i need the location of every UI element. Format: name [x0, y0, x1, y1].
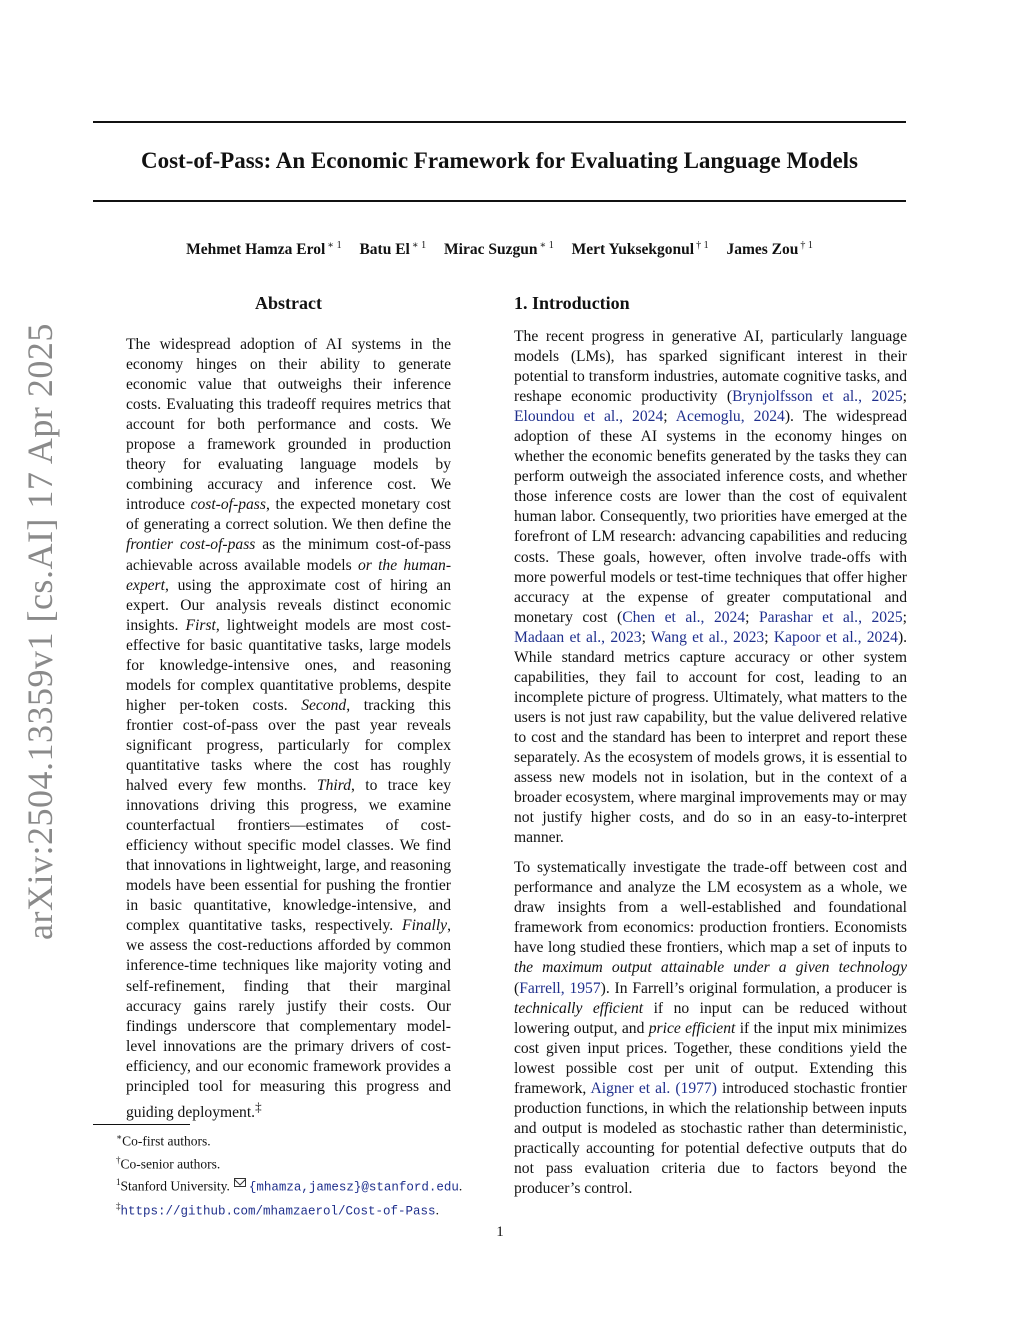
- citation-link[interactable]: Kapoor et al., 2024: [773, 628, 898, 646]
- author: Mirac Suzgun $^{∗ 1}$: [444, 240, 554, 259]
- arxiv-side-label: arXiv:2504.13359v1 [cs.AI] 17 Apr 2025: [20, 323, 60, 940]
- footnote-rule: [93, 1124, 190, 1125]
- introduction-heading: 1. Introduction: [514, 293, 630, 313]
- author: Mehmet Hamza Erol $^{∗ 1}$: [186, 240, 342, 259]
- author: Batu El $^{∗ 1}$: [359, 240, 427, 259]
- citation-link[interactable]: Acemoglu, 2024: [675, 408, 785, 426]
- citation-link[interactable]: Parashar et al., 2025: [758, 608, 903, 626]
- citation-link[interactable]: Wang et al., 2023: [650, 628, 765, 646]
- author: James Zou $^{\dagger 1}$: [726, 240, 813, 259]
- footnote: ∗Co-first authors.: [116, 1132, 211, 1149]
- github-link[interactable]: https://github.com/mhamzaerol/Cost-of-Pass: [120, 1204, 436, 1218]
- footnote-marker: ‡: [255, 1098, 262, 1114]
- title-top-rule: [93, 121, 906, 123]
- abstract-body: [126, 335, 451, 1123]
- abstract-heading: Abstract: [255, 293, 322, 313]
- citation-link[interactable]: Brynjolfsson et al., 2025: [732, 388, 903, 406]
- email-link[interactable]: {mhamza,jamesz}@stanford.edu: [248, 1180, 459, 1195]
- intro-paragraph-2: To systematically investigate the trade-off between cost and performance and analyze the LM ecosystem as a whole, we draw insights from a well-established and foundational framework from economics: production frontiers. Economists have long studied these frontiers, which map a set of inputs to the maximum output attainable under a given technology (Farrell, 1957). In Farrell’s original formulation, a producer is technically efficient if no input can be reduced without lowering output, and price efficient if the input mix minimizes cost given input prices. Together, these conditions yield the lowest possible cost per unit of output. Extending this framework, Aigner et al. (1977) introduced stochastic frontier production functions, in which the relationship between inputs and output is modeled as stochastic rather than deterministic, practically accounting for potential defective outputs that do not pass evaluation criteria due to factors beyond the producer’s control.: [514, 859, 907, 1197]
- citation-link[interactable]: Farrell, 1957: [519, 979, 601, 997]
- envelope-icon: [234, 1178, 246, 1187]
- page-number: 1: [496, 1224, 504, 1240]
- paper-title: Cost-of-Pass: An Economic Framework for Evaluating Language Models: [140, 148, 859, 173]
- footnote: †Co-senior authors.: [116, 1154, 221, 1171]
- footnote: ‡https://github.com/mhamzaerol/Cost-of-Pass.: [116, 1200, 439, 1218]
- introduction-body: [514, 327, 907, 1199]
- citation-link[interactable]: Madaan et al., 2023: [514, 628, 642, 646]
- citation-link[interactable]: Chen et al., 2024: [622, 608, 746, 626]
- intro-paragraph-1: The recent progress in generative AI, particularly language models (LMs), has sparked significant interest in their potential to transform industries, automate cognitive tasks, and reshape economic productivity (Brynjolfsson et al., 2025; Eloundou et al., 2024; Acemoglu, 2024). The widespread adoption of these AI systems in the economy hinges on whether the economic benefits generated by the tasks they can perform outweigh the associated inference costs, and whether those inference costs are lower than the cost of equivalent human labor. Consequently, two priorities have emerged at the forefront of LM research: advancing capabilities and reducing costs. These goals, however, often involve trade-offs with more powerful models or test-time techniques that offer higher accuracy at the expense of greater computational and monetary cost (Chen et al., 2024; Parashar et al., 2025; Madaan et al., 2023; Wang et al., 2023; Kapoor et al., 2024). While standard metrics capture accuracy or other system capabilities, they fail to account for cost, leading to an incomplete picture of progress. Ultimately, what matters to the users is not just raw capability, but the value delivered relative to cost and the standard has been to interpret and report these separately. As the ecosystem of models grows, it is essential to assess new models not in isolation, but in the context of a broader ecosystem, where marginal improvements may or may not justify higher costs, and do so in an easy-to-interpret manner.: [514, 328, 908, 847]
- abstract-paragraph: The widespread adoption of AI systems in the economy hinges on their ability to generate economic value that outweighs their inference costs. Evaluating this tradeoff requires metrics that account for both performance and costs. We propose a framework grounded in production theory for evaluating language models by combining accuracy and inference cost. We introduce cost-of-pass, the expected monetary cost of generating a correct solution. We then define the frontier cost-of-pass as the minimum cost-of-pass achievable across available models or the human-expert, using the approximate cost of hiring an expert. Our analysis reveals distinct economic insights. First, lightweight models are most cost-effective for basic quantitative tasks, large models for knowledge-intensive ones, and reasoning models for complex quantitative problems, despite higher per-token costs. Second, tracking this frontier cost-of-pass over the past year reveals significant progress, particularly for complex quantitative tasks where the cost has roughly halved every few months. Third, to trace key innovations driving this progress, we examine counterfactual frontiers—estimates of cost-efficiency without specific model classes. We find that innovations in lightweight, large, and reasoning models have been essential for pushing the frontier in basic quantitative, knowledge-intensive, and complex quantitative tasks, respectively. Finally, we assess the cost-reductions afforded by common inference-time techniques like majority voting and self-refinement, finding that their marginal accuracy gains rarely justify their costs. Our findings underscore that complementary model-level innovations are the primary drivers of cost-efficiency, and our economic framework provides a principled tool for measuring this progress and guiding deployment.‡: [126, 336, 452, 1121]
- citation-link[interactable]: Aigner et al. (1977): [590, 1079, 717, 1097]
- footnote: $^1$Stanford University. {mhamza,jamesz}@stanford.edu.: [116, 1177, 463, 1195]
- footnotes: [116, 1128, 462, 1220]
- title-bottom-rule: [93, 200, 906, 202]
- author-list: [93, 236, 906, 260]
- author: Mert Yuksekgonul $^{\dagger 1}$: [571, 240, 709, 259]
- citation-link[interactable]: Eloundou et al., 2024: [514, 408, 664, 426]
